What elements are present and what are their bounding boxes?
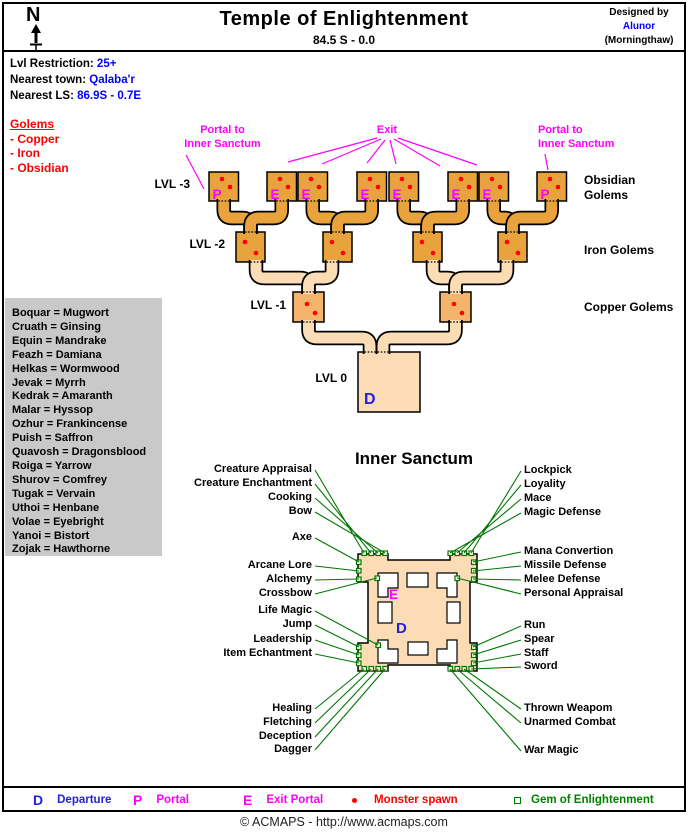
- room-lvl1-2: [440, 292, 471, 322]
- golems-key-copper: - Copper: [10, 131, 60, 146]
- legend-item-monster-spawn: [352, 791, 458, 809]
- pillar-mid: [407, 573, 428, 587]
- room-letter-lvl3-7: E: [482, 187, 492, 202]
- skill-label-spear: Spear: [524, 633, 555, 645]
- room-letter-lvl3-8: P: [540, 187, 550, 202]
- skill-line: [315, 566, 359, 571]
- golems-key: [10, 117, 69, 175]
- room-letter-lvl3-3: E: [301, 187, 311, 202]
- level-label-3: LVL -3: [154, 177, 190, 191]
- room-letter-lvl3-5: E: [392, 187, 402, 202]
- skill-label-lockpick: Lockpick: [524, 464, 572, 476]
- level-label-1: LVL -1: [250, 298, 286, 312]
- departure-letter-lvl0: D: [364, 391, 376, 408]
- gem-icon: [514, 797, 521, 804]
- herb-key-row: Ozhur = Frankincense: [12, 418, 128, 431]
- portal-guide-line: [545, 154, 548, 170]
- room-lvl2-3: [413, 232, 442, 262]
- legend-letter-d: D: [33, 792, 44, 808]
- page-title: Temple of Enlightenment: [219, 8, 469, 30]
- monster-spawn-dot: [467, 185, 472, 190]
- herb-key-row: Uthoi = Henbane: [12, 501, 100, 514]
- golems-key-title: Golems: [10, 117, 55, 131]
- skill-label-mana-convertion: Mana Convertion: [524, 545, 614, 557]
- lvl-restriction-label: Lvl Restriction:: [10, 58, 94, 70]
- room-letter-lvl3-4: E: [360, 187, 370, 202]
- designed-by-label: Designed by: [609, 7, 669, 18]
- skill-label-missile-defense: Missile Defense: [524, 559, 607, 571]
- monster-spawn-dot: [228, 185, 233, 190]
- skill-line: [315, 498, 378, 553]
- skill-line: [315, 512, 385, 553]
- legend-label: Portal: [156, 794, 189, 806]
- legend-letter-e: E: [243, 792, 253, 808]
- skill-line: [315, 579, 359, 580]
- monster-spawn-dot: [376, 185, 381, 190]
- monster-spawn-dot: [556, 185, 561, 190]
- herb-name-key: [5, 298, 162, 556]
- skill-label-melee-defense: Melee Defense: [524, 573, 601, 585]
- skill-line: [473, 552, 521, 562]
- room-lvl1-1: [293, 292, 324, 322]
- skill-line: [315, 669, 385, 750]
- nearest-town-label: Nearest town:: [10, 74, 87, 86]
- legend-item-exit-portal: [243, 791, 323, 809]
- nearest-town-value: Qalaba'r: [89, 74, 135, 86]
- inner-sanctum-title: Inner Sanctum: [354, 449, 474, 468]
- monster-spawn-dot: [490, 177, 495, 182]
- monster-spawn-dot: [286, 185, 291, 190]
- skill-label-jump: Jump: [282, 618, 312, 630]
- legend-label: Gem of Enlightenment: [531, 794, 654, 806]
- monster-spawn-dot: [278, 177, 283, 182]
- skill-label-healing: Healing: [272, 702, 312, 714]
- nearest-town-row: [10, 72, 141, 88]
- herb-key-row: Roiga = Yarrow: [12, 459, 92, 472]
- monster-spawn-dot: [220, 177, 225, 182]
- designer-name: Alunor: [622, 21, 656, 32]
- room-lvl2-2: [323, 232, 352, 262]
- monster-spawn-dot: [548, 177, 553, 182]
- skill-label-run: Run: [524, 619, 546, 631]
- monster-spawn-icon: [352, 798, 357, 803]
- herb-key-row: Quavosh = Dragonsblood: [12, 446, 147, 459]
- skill-label-alchemy: Alchemy: [266, 573, 312, 585]
- herb-key-row: Malar = Hyssop: [12, 404, 94, 417]
- skill-label-axe: Axe: [291, 531, 312, 543]
- portal-guide-line: [390, 140, 396, 164]
- portal-label-left: [180, 123, 265, 151]
- skill-line: [315, 669, 364, 709]
- skill-label-deception: Deception: [258, 730, 312, 742]
- portal-guide-line: [322, 139, 381, 164]
- herb-key-row: Yanoi = Bistort: [12, 529, 90, 542]
- skill-line: [473, 654, 521, 663]
- skill-line: [315, 669, 378, 737]
- monster-spawn-dot: [498, 185, 503, 190]
- herb-key-row: Zojak = Hawthorne: [12, 543, 111, 556]
- skill-line: [450, 669, 521, 751]
- monster-spawn-dot: [313, 311, 318, 316]
- corridor: [456, 260, 508, 294]
- portal-guide-line: [398, 138, 477, 165]
- herb-key-row: Boquar = Mugwort: [12, 307, 109, 319]
- skill-line: [315, 470, 364, 553]
- monster-spawn-dot: [368, 177, 373, 182]
- skill-line: [473, 640, 521, 655]
- monster-spawn-dot: [431, 251, 436, 256]
- exit-label: Exit: [376, 124, 398, 136]
- skill-label-life-magic: Life Magic: [258, 604, 312, 616]
- pillar-mid: [447, 602, 460, 623]
- nearest-ls-value: 86.9S - 0.7E: [77, 90, 142, 102]
- skill-line: [471, 667, 521, 669]
- map-coordinates: 84.5 S - 0.0: [312, 33, 376, 47]
- skill-line: [315, 669, 371, 723]
- monster-spawn-dot: [452, 302, 457, 307]
- skill-label-war-magic: War Magic: [524, 744, 579, 756]
- herb-key-row: Jevak = Myrrh: [12, 376, 86, 389]
- skill-label-creature-enchantment: Creature Enchantment: [194, 477, 312, 489]
- portal-label-left-line1: Portal to: [200, 124, 245, 136]
- room-letter-lvl3-2: E: [270, 187, 280, 202]
- monster-spawn-dot: [408, 185, 413, 190]
- iron-golems-label: Iron Golems: [584, 243, 655, 257]
- room-letter-lvl3-6: E: [451, 187, 461, 202]
- skill-line: [464, 669, 521, 709]
- copper-golems-label: Copper Golems: [584, 300, 674, 314]
- skill-label-magic-defense: Magic Defense: [524, 506, 602, 518]
- skill-label-staff: Staff: [524, 647, 549, 659]
- skill-label-item-echantment: Item Echantment: [223, 647, 312, 659]
- corridor: [309, 260, 333, 294]
- corridor: [338, 199, 372, 234]
- header-divider: [2, 50, 686, 52]
- legend-label: Departure: [57, 794, 112, 806]
- monster-spawn-dot: [317, 185, 322, 190]
- designer-world: (Morningthaw): [604, 35, 674, 46]
- pillar-mid: [408, 642, 428, 655]
- skill-line: [473, 579, 521, 580]
- nearest-ls-row: [10, 88, 141, 104]
- corridor: [428, 199, 463, 234]
- herb-key-row: Equin = Mandrake: [12, 334, 107, 347]
- legend-label: Exit Portal: [266, 794, 324, 806]
- monster-spawn-dot: [516, 251, 521, 256]
- herb-key-row: Tugak = Vervain: [12, 487, 96, 500]
- room-letter-lvl3-1: P: [212, 187, 222, 202]
- legend-divider: [2, 786, 686, 788]
- skill-label-cooking: Cooking: [268, 491, 312, 503]
- compass-north-label: N: [26, 4, 41, 26]
- skill-line: [473, 626, 521, 647]
- herb-key-row: Helkas = Wormwood: [12, 362, 120, 375]
- herb-key-row: Volae = Eyebright: [12, 515, 104, 528]
- skill-line: [473, 566, 521, 571]
- nearest-ls-label: Nearest LS:: [10, 90, 74, 102]
- footer-credit: © ACMAPS - http://www.acmaps.com: [240, 815, 448, 829]
- monster-spawn-dot: [420, 240, 425, 245]
- skill-label-dagger: Dagger: [274, 743, 312, 755]
- herb-key-row: Feazh = Damiana: [12, 348, 102, 361]
- skill-label-crossbow: Crossbow: [258, 587, 312, 599]
- monster-spawn-dot: [460, 311, 465, 316]
- monster-spawn-dot: [243, 240, 248, 245]
- skill-label-bow: Bow: [288, 505, 312, 517]
- monster-spawn-dot: [305, 302, 310, 307]
- legend-label: Monster spawn: [374, 794, 458, 806]
- herb-key-row: Kedrak = Amaranth: [12, 390, 113, 403]
- portal-guide-line: [288, 138, 377, 162]
- legend-item-departure: [33, 791, 111, 809]
- room-lvl2-4: [498, 232, 527, 262]
- skill-label-thrown-weapom: Thrown Weapom: [524, 702, 613, 714]
- dungeon-info-block: [10, 56, 141, 104]
- skill-label-leadership: Leadership: [253, 633, 312, 645]
- herb-key-row: Cruath = Ginsing: [12, 320, 101, 333]
- skill-line: [471, 471, 521, 553]
- monster-spawn-dot: [309, 177, 314, 182]
- skill-line: [464, 485, 521, 553]
- portal-label-right-line1: Portal to: [538, 124, 583, 136]
- pillar-mid: [378, 602, 392, 623]
- portal-label-right-line2: Inner Sanctum: [538, 138, 615, 150]
- lvl-restriction-row: [10, 56, 141, 72]
- skill-line: [315, 654, 359, 663]
- monster-spawn-dot: [400, 177, 405, 182]
- skill-label-unarmed-combat: Unarmed Combat: [524, 716, 616, 728]
- corridor: [251, 199, 282, 234]
- sanctum-departure-letter: D: [396, 620, 407, 637]
- skill-line: [450, 513, 521, 553]
- skill-label-creature-appraisal: Creature Appraisal: [213, 463, 312, 475]
- skill-label-loyality: Loyality: [524, 478, 566, 490]
- skill-label-arcane-lore: Arcane Lore: [247, 559, 312, 571]
- legend-item-gem-of-enlightenment: [514, 791, 654, 809]
- room-lvl2-1: [236, 232, 265, 262]
- legend-item-portal: [133, 791, 189, 809]
- skill-label-fletching: Fletching: [263, 716, 312, 728]
- portal-label-left-line2: Inner Sanctum: [184, 138, 261, 150]
- golems-key-obsidian: - Obsidian: [10, 160, 69, 175]
- skill-line: [315, 625, 359, 647]
- monster-spawn-dot: [254, 251, 259, 256]
- skill-line: [457, 669, 521, 723]
- sanctum-exit-letter: E: [389, 587, 399, 602]
- level-label-0: LVL 0: [315, 371, 347, 385]
- golems-key-iron: - Iron: [10, 146, 40, 160]
- monster-spawn-dot: [505, 240, 510, 245]
- corridor: [383, 320, 456, 354]
- skill-label-personal-appraisal: Personal Appraisal: [524, 587, 624, 599]
- skill-line: [315, 538, 359, 562]
- skill-label-sword: Sword: [524, 660, 558, 672]
- corridor: [309, 320, 371, 354]
- skill-line: [457, 499, 521, 553]
- designer-credit: [594, 6, 684, 48]
- monster-spawn-dot: [330, 240, 335, 245]
- portal-label-right: [538, 123, 614, 151]
- obsidian-golems-label: Obsidian Golems: [584, 173, 636, 202]
- portal-guide-line: [394, 139, 440, 166]
- herb-key-row: Shurov = Comfrey: [12, 473, 108, 486]
- legend-letter-p: P: [133, 792, 143, 808]
- corridor: [256, 260, 309, 294]
- level-label-2: LVL -2: [189, 237, 225, 251]
- monster-spawn-dot: [459, 177, 464, 182]
- skill-line: [315, 640, 359, 655]
- skill-label-mace: Mace: [524, 492, 552, 504]
- herb-key-row: Puish = Saffron: [12, 432, 93, 445]
- monster-spawn-dot: [341, 251, 346, 256]
- lvl-restriction-value: 25+: [96, 58, 117, 70]
